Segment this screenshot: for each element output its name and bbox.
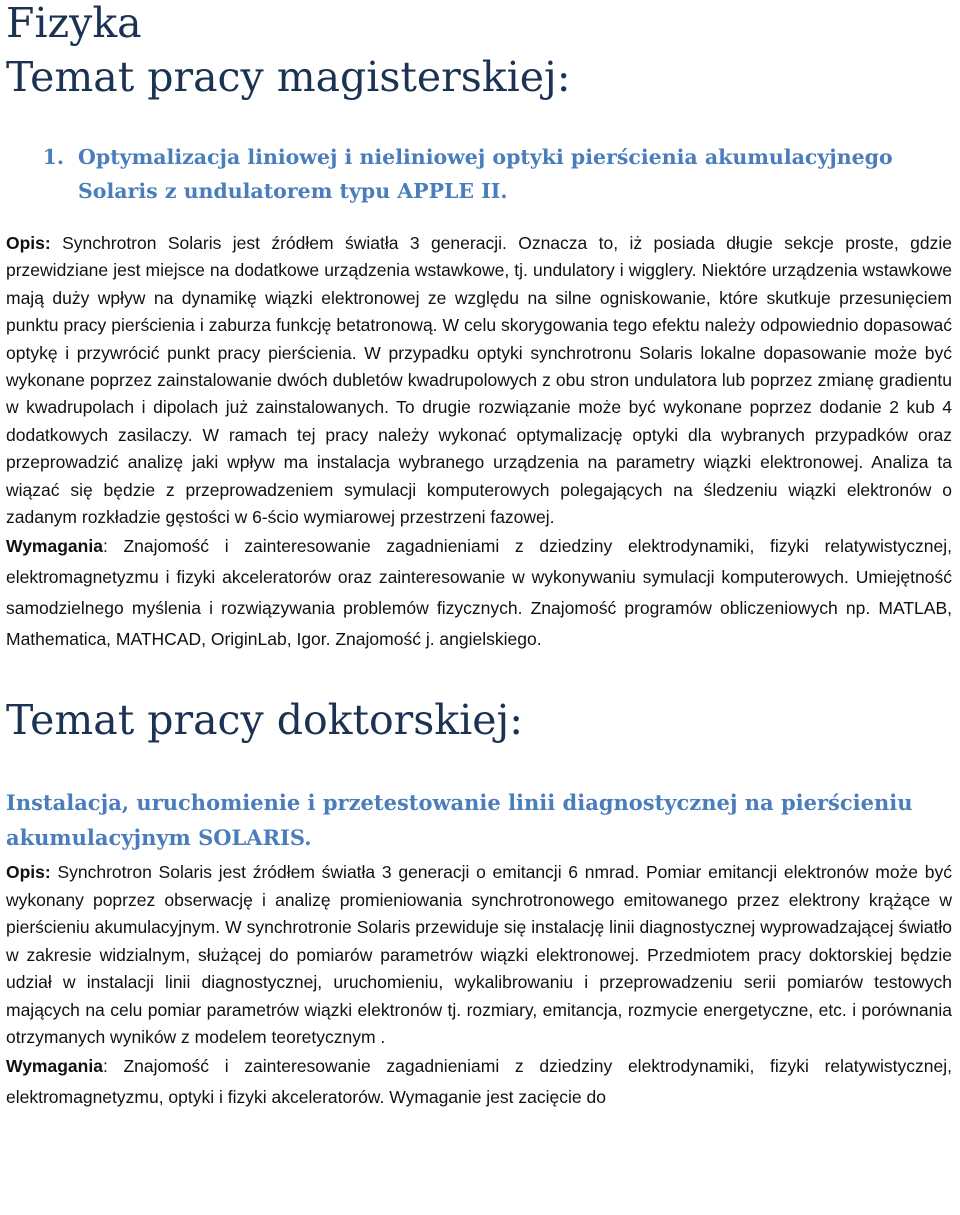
requirements-label: Wymagania <box>6 536 103 557</box>
description-text: Synchrotron Solaris jest źródłem światła 3 generacji o emitancji 6 nmrad. Pomiar emitancji elektronów może być wykonany poprzez obserwację i analizę promieniowania synchrotronowego emitowanego przez elektrony krążące w pierścieniu akumulacyjnym. W synchrotronie Solaris przewiduje się instalację linii diagnostycznej wyprowadzającej światło w zakresie widzialnym, służącej do pomiarów parametrów wiązki elektronowej. Przedmiotem pracy doktorskiej będzie udział w instalacji linii diagnostycznej, uruchomieniu, wykalibrowaniu i przeprowadzeniu serii pomiarów testowych mających na celu pomiar parametrów wiązki elektronów tj. rozmiary, emitancja, rozmycie energetyczne, etc. i porównania otrzymanych wyników z modelem teoretycznym . <box>6 862 952 1047</box>
description-text: Synchrotron Solaris jest źródłem światła 3 generacji. Oznacza to, iż posiada długie sekcje proste, gdzie przewidziane jest miejsce na dodatkowe urządzenia wstawkowe, tj. undulatory i wigglery. Niektóre urządzenia wstawkowe mają duży wpływ na dynamikę wiązki elektronowej ze względu na silne ogniskowanie, które skutkuje przesunięciem punktu pracy pierścienia i zaburza funkcję betatronową. W celu skorygowania tego efektu należy odpowiednio dopasować optykę i przywrócić punkt pracy pierścienia. W przypadku optyki synchrotronu Solaris lokalne dopasowanie może być wykonane poprzez zainstalowanie dwóch dubletów kwadrupolowych z obu stron undulatora lub poprzez zmianę gradientu w kwadrupolach i dipolach już zainstalowanych. To drugie rozwiązanie może być wykonane poprzez dodanie 2 kub 4 dodatkowych zasilaczy. W ramach tej pracy należy wykonać optymalizację optyki dla wybranych przypadków oraz przeprowadzić analizę jaki wpływ ma instalacja wybranego urządzenia na parametry wiązki elektronowej. Analiza ta wiązać się będzie z przeprowadzeniem symulacji komputerowych polegających na śledzeniu wiązki elektronów o zadanym rozkładzie gęstości w 6-ścio wymiarowej przestrzeni fazowej. <box>6 233 952 528</box>
doctoral-topic-title: Instalacja, uruchomienie i przetestowanie linii diagnostycznej na pierścieniu akumulacyjnym SOLARIS. <box>6 790 913 851</box>
master-topic-item <box>6 140 952 208</box>
doctoral-description <box>6 859 952 1051</box>
doctoral-requirements <box>6 1051 952 1113</box>
requirements-label: Wymagania <box>6 1056 103 1077</box>
master-topic-list <box>6 140 952 208</box>
master-thesis-heading: Temat pracy magisterskiej: <box>6 53 571 101</box>
document-page <box>6 0 952 1113</box>
master-topic-title: Optymalizacja liniowej i nieliniowej optyki pierścienia akumulacyjnego Solaris z undulatorem typu APPLE II. <box>78 145 893 203</box>
requirements-text: : Znajomość i zainteresowanie zagadnieniami z dziedziny elektrodynamiki, fizyki relatywistycznej, elektromagnetyzmu i fizyki akceleratorów oraz zainteresowanie w wykonywaniu symulacji komputerowych. Umiejętność samodzielnego myślenia i rozwiązywania problemów fizycznych. Znajomość programów obliczeniowych np. MATLAB, Mathematica, MATHCAD, OriginLab, Igor. Znajomość j. angielskiego. <box>6 536 952 650</box>
description-label: Opis: <box>6 233 51 253</box>
topic-number: 1. <box>42 145 64 169</box>
description-label: Opis: <box>6 862 51 883</box>
subject-heading: Fizyka <box>6 0 142 47</box>
requirements-text: : Znajomość i zainteresowanie zagadnieniami z dziedziny elektrodynamiki, fizyki relatywistycznej, elektromagnetyzmu, optyki i fizyki akceleratorów. Wymaganie jest zacięcie do <box>6 1056 952 1108</box>
master-description <box>6 230 952 531</box>
master-requirements <box>6 531 952 655</box>
doctoral-thesis-heading: Temat pracy doktorskiej: <box>6 696 524 745</box>
